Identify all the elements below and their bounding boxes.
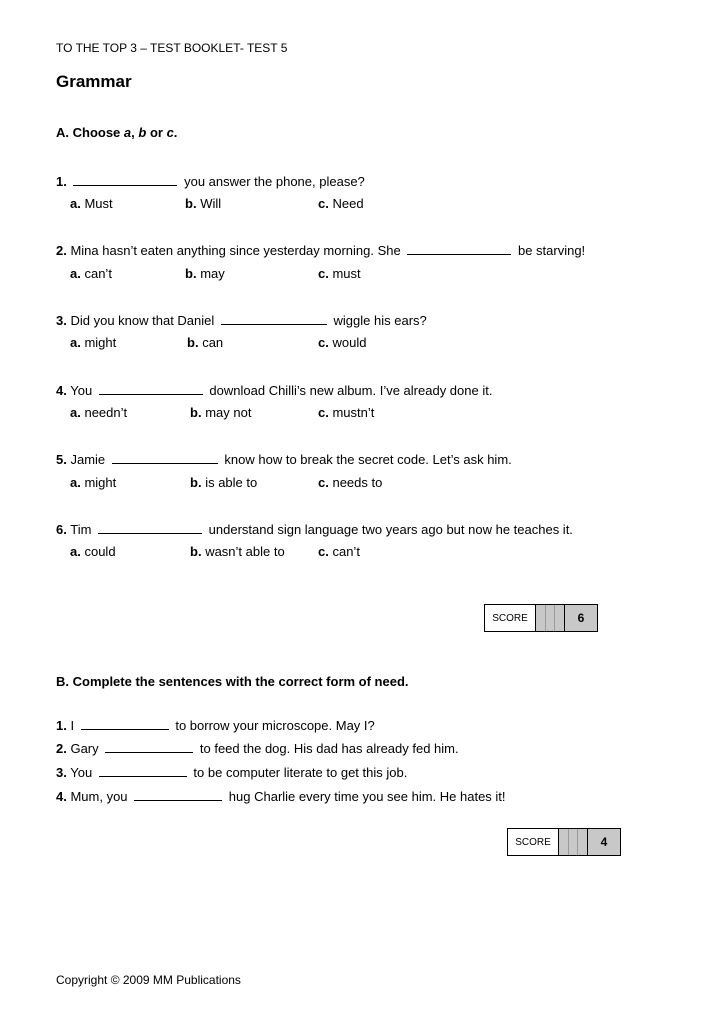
letter-b: b xyxy=(138,125,147,140)
option-a[interactable]: a. needn’t xyxy=(70,405,128,420)
question-text-post: know how to break the secret code. Let’s ask him. xyxy=(224,452,512,467)
question-text-post: download Chilli’s new album. I’ve already done it. xyxy=(209,383,493,398)
question-number: 4. xyxy=(56,789,67,804)
option-b[interactable]: b. Will xyxy=(185,196,222,211)
answer-blank[interactable] xyxy=(98,521,202,534)
question-number: 1. xyxy=(56,174,67,189)
option-c[interactable]: c. Need xyxy=(318,196,364,211)
question-number: 5. xyxy=(56,452,67,467)
section-a-heading xyxy=(56,125,177,140)
question-a1 xyxy=(56,173,365,189)
answer-blank[interactable] xyxy=(99,764,187,777)
option-c[interactable]: c. would xyxy=(318,335,367,350)
option-c[interactable]: c. needs to xyxy=(318,475,383,490)
question-text-post: to borrow your microscope. May I? xyxy=(175,718,375,733)
question-b3 xyxy=(56,764,407,780)
question-a5 xyxy=(56,451,512,467)
option-a[interactable]: a. might xyxy=(70,475,117,490)
score-box-a xyxy=(484,604,598,632)
question-number: 3. xyxy=(56,765,67,780)
question-number: 1. xyxy=(56,718,67,733)
sep-3: . xyxy=(173,125,178,140)
question-b1 xyxy=(56,717,375,733)
question-text-pre: Jamie xyxy=(70,452,106,467)
question-number: 2. xyxy=(56,243,67,258)
question-b4 xyxy=(56,788,506,804)
question-text-pre: Mum, you xyxy=(70,789,128,804)
option-b[interactable]: b. can xyxy=(187,335,224,350)
answer-blank[interactable] xyxy=(407,242,511,255)
option-b[interactable]: b. may xyxy=(185,266,225,281)
sep-1: , xyxy=(131,125,139,140)
score-box-b xyxy=(507,828,621,856)
question-text-pre: Mina hasn’t eaten anything since yesterday morning. She xyxy=(70,243,401,258)
question-text-pre: Gary xyxy=(70,741,99,756)
question-text-post: you answer the phone, please? xyxy=(184,174,365,189)
question-text-post: understand sign language two years ago but now he teaches it. xyxy=(208,522,573,537)
question-text-post: to feed the dog. His dad has already fed him. xyxy=(199,741,459,756)
question-number: 3. xyxy=(56,313,67,328)
score-label: SCORE xyxy=(508,829,559,855)
answer-blank[interactable] xyxy=(73,173,177,186)
question-number: 6. xyxy=(56,522,67,537)
option-a[interactable]: a. could xyxy=(70,544,116,559)
answer-blank[interactable] xyxy=(134,788,222,801)
option-a[interactable]: a. can’t xyxy=(70,266,112,281)
question-text-pre: Did you know that Daniel xyxy=(70,313,215,328)
answer-blank[interactable] xyxy=(221,312,327,325)
question-b2 xyxy=(56,740,459,756)
option-b[interactable]: b. is able to xyxy=(190,475,258,490)
section-b-heading: B. Complete the sentences with the correct form of need. xyxy=(56,674,409,689)
question-text-pre: You xyxy=(70,765,93,780)
question-text-post: hug Charlie every time you see him. He hates it! xyxy=(228,789,506,804)
option-c[interactable]: c. mustn’t xyxy=(318,405,375,420)
option-a[interactable]: a. Must xyxy=(70,196,113,211)
question-text-post: to be computer literate to get this job. xyxy=(193,765,408,780)
question-number: 4. xyxy=(56,383,67,398)
page-header: TO THE TOP 3 – TEST BOOKLET- TEST 5 xyxy=(56,41,288,55)
question-text-pre: I xyxy=(70,718,75,733)
option-c[interactable]: c. can’t xyxy=(318,544,360,559)
question-a4 xyxy=(56,382,492,398)
question-text-pre: Tim xyxy=(70,522,92,537)
question-text-post: wiggle his ears? xyxy=(333,313,427,328)
score-total: 4 xyxy=(588,829,620,855)
option-b[interactable]: b. wasn’t able to xyxy=(190,544,285,559)
letter-a: a xyxy=(123,125,132,140)
question-text-pre: You xyxy=(70,383,93,398)
page-title: Grammar xyxy=(56,72,132,91)
option-a[interactable]: a. might xyxy=(70,335,117,350)
section-a-heading-text: A. Choose xyxy=(56,125,124,140)
letter-c: c xyxy=(166,125,174,140)
question-a2 xyxy=(56,242,585,258)
answer-blank[interactable] xyxy=(112,451,218,464)
question-text-post: be starving! xyxy=(517,243,586,258)
answer-blank[interactable] xyxy=(81,717,169,730)
score-total: 6 xyxy=(565,605,597,631)
score-label: SCORE xyxy=(485,605,536,631)
question-a6 xyxy=(56,521,573,537)
option-b[interactable]: b. may not xyxy=(190,405,252,420)
answer-blank[interactable] xyxy=(105,740,193,753)
score-entry-cell[interactable] xyxy=(559,829,588,855)
sep-2: or xyxy=(146,125,167,140)
option-c[interactable]: c. must xyxy=(318,266,361,281)
answer-blank[interactable] xyxy=(99,382,203,395)
copyright-footer: Copyright © 2009 MM Publications xyxy=(56,973,241,987)
score-entry-cell[interactable] xyxy=(536,605,565,631)
question-number: 2. xyxy=(56,741,67,756)
question-a3 xyxy=(56,312,427,328)
